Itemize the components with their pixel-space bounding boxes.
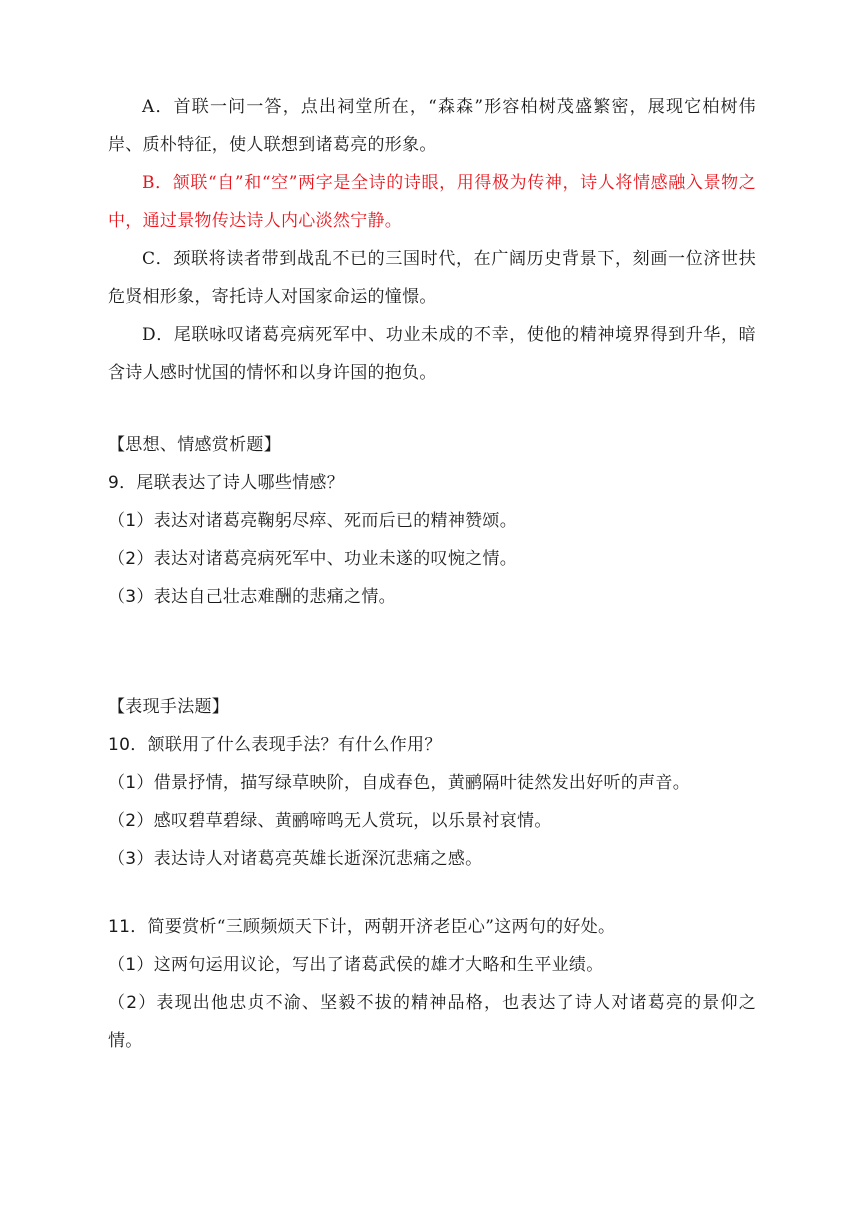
- question-number: 11: [108, 917, 131, 937]
- question-text: ．颔联用了什么表现手法？有什么作用？: [130, 735, 442, 755]
- answer-number: （1）: [108, 773, 154, 793]
- answer-text: 感叹碧草碧绿、黄鹂啼鸣无人赏玩，以乐景衬哀情。: [153, 811, 552, 831]
- answer-number: （3）: [108, 849, 154, 869]
- answer-number: （2）: [108, 549, 154, 569]
- answer-text: 表达诗人对诸葛亮英雄长逝深沉悲痛之感。: [153, 849, 483, 869]
- question-10: [108, 726, 756, 764]
- option-c: C．颈联将读者带到战乱不已的三国时代，在广阔历史背景下，刻画一位济世扶危贤相形象，寄托诗人对国家命运的憧憬。: [108, 249, 756, 307]
- answer-10-1: [108, 764, 756, 802]
- answer-number: （1）: [108, 955, 154, 975]
- answer-10-2: [108, 802, 756, 840]
- answer-number: （2）: [108, 993, 157, 1013]
- answer-number: （3）: [108, 587, 154, 607]
- answer-text: 表达自己壮志难酬的悲痛之情。: [153, 587, 396, 607]
- section-heading-technique: 【表现手法题】: [108, 697, 230, 717]
- question-11: [108, 908, 756, 946]
- question-number: 10: [108, 735, 131, 755]
- answer-text: 表达对诸葛亮病死军中、功业未遂的叹惋之情。: [153, 549, 518, 569]
- answer-9-1: [108, 502, 756, 540]
- answer-text: 表现出他忠贞不渝、坚毅不拔的精神品格，也表达了诗人对诸葛亮的景仰之情。: [108, 993, 756, 1051]
- answer-9-2: [108, 540, 756, 578]
- option-a: A．首联一问一答，点出祠堂所在，“森森”形容柏树茂盛繁密，展现它柏树伟岸、质朴特征，使人联想到诸葛亮的形象。: [108, 97, 756, 155]
- question-number: 9: [108, 473, 120, 493]
- answer-text: 表达对诸葛亮鞠躬尽瘁、死而后已的精神赞颂。: [153, 511, 518, 531]
- answer-number: （2）: [108, 811, 154, 831]
- question-9: [108, 464, 756, 502]
- document-page: [108, 88, 756, 1060]
- section-heading-emotion: 【思想、情感赏析题】: [108, 435, 281, 455]
- answer-10-3: [108, 840, 756, 878]
- option-d: D．尾联咏叹诸葛亮病死军中、功业未成的不幸，使他的精神境界得到升华，暗含诗人感时忧国的情怀和以身许国的抱负。: [108, 325, 756, 383]
- answer-text: 这两句运用议论，写出了诸葛武侯的雄才大略和生平业绩。: [153, 955, 604, 975]
- option-b: B．颔联“自”和“空”两字是全诗的诗眼，用得极为传神，诗人将情感融入景物之中，通过景物传达诗人内心淡然宁静。: [108, 173, 756, 231]
- question-text: ．尾联表达了诗人哪些情感？: [119, 473, 345, 493]
- question-text: ．简要赏析“三顾频烦天下计，两朝开济老臣心”这两句的好处。: [130, 917, 616, 937]
- answer-11-2: [108, 984, 756, 1060]
- answer-11-1: [108, 946, 756, 984]
- answer-text: 借景抒情，描写绿草映阶，自成春色，黄鹂隔叶徒然发出好听的声音。: [153, 773, 691, 793]
- answer-9-3: [108, 578, 756, 616]
- answer-number: （1）: [108, 511, 154, 531]
